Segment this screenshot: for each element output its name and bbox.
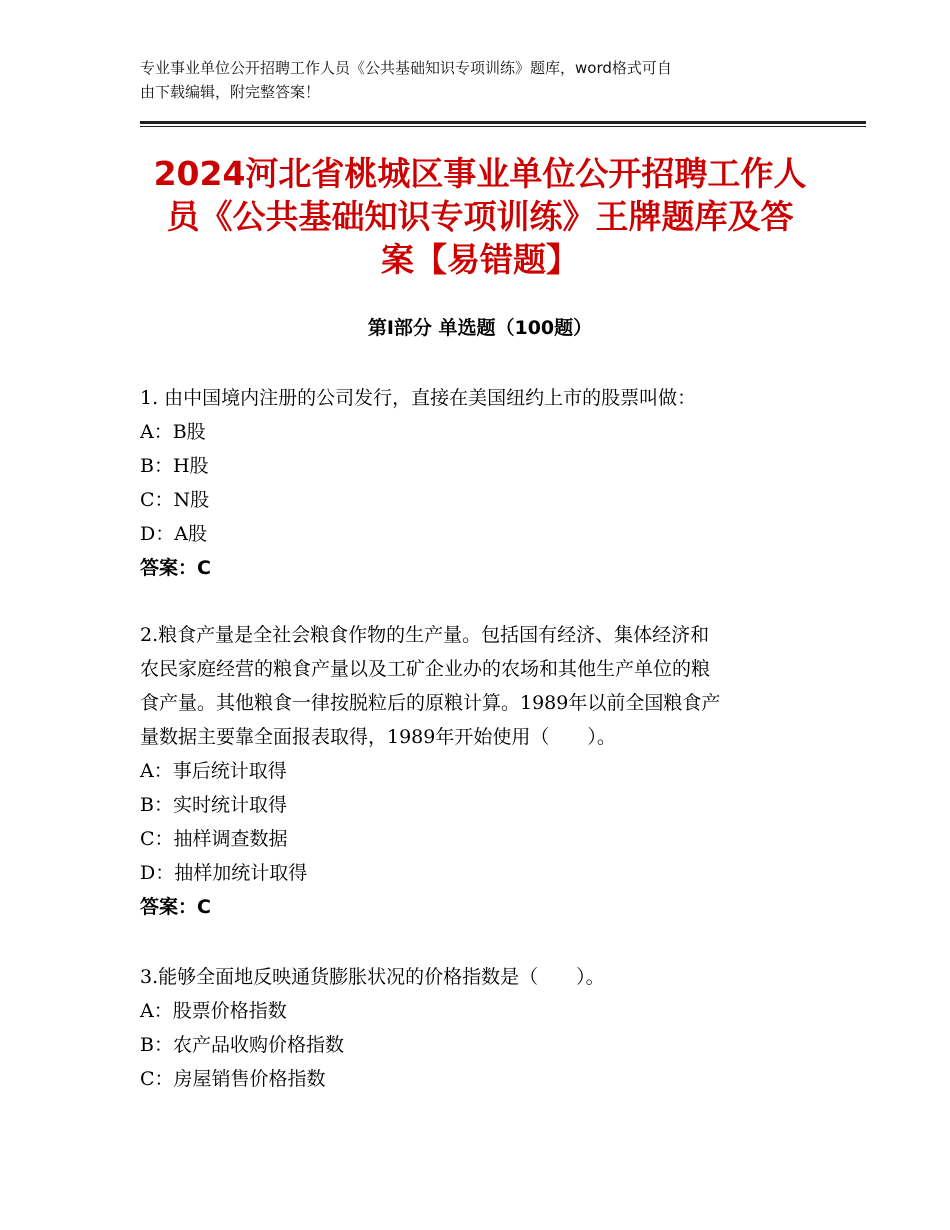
option-a: A：股票价格指数 bbox=[140, 1000, 287, 1022]
question-stem: 2.粮食产量是全社会粮食作物的生产量。包括国有经济、集体经济和 bbox=[140, 624, 710, 646]
title-line: 案【易错题】 bbox=[381, 240, 579, 279]
question-stem: 1. 由中国境内注册的公司发行，直接在美国纽约上市的股票叫做： bbox=[140, 387, 697, 409]
question-1 bbox=[140, 381, 820, 585]
header-note bbox=[140, 56, 820, 104]
option-b: B：农产品收购价格指数 bbox=[140, 1034, 344, 1056]
option-c: C：抽样调查数据 bbox=[140, 828, 288, 850]
option-a: A：事后统计取得 bbox=[140, 760, 287, 782]
question-stem: 量数据主要靠全面报表取得，1989年开始使用（ ）。 bbox=[140, 726, 616, 748]
section-title: 第I部分 单选题（100题） bbox=[367, 317, 593, 339]
question-2 bbox=[140, 618, 820, 924]
header-divider-thin bbox=[140, 126, 866, 127]
header-note-line: 专业事业单位公开招聘工作人员《公共基础知识专项训练》题库，word格式可自 bbox=[140, 59, 672, 77]
title-line: 2024河北省桃城区事业单位公开招聘工作人 bbox=[153, 154, 807, 193]
header-note-line: 由下载编辑，附完整答案！ bbox=[140, 83, 321, 101]
question-stem: 3.能够全面地反映通货膨胀状况的价格指数是（ ）。 bbox=[140, 966, 605, 988]
option-b: B：H股 bbox=[140, 455, 209, 477]
option-d: D：抽样加统计取得 bbox=[140, 862, 308, 884]
header-divider-thick bbox=[140, 121, 866, 124]
question-3 bbox=[140, 960, 820, 1096]
question-stem: 农民家庭经营的粮食产量以及工矿企业办的农场和其他生产单位的粮 bbox=[140, 658, 711, 680]
document-title bbox=[140, 152, 820, 281]
option-d: D：A股 bbox=[140, 523, 207, 545]
answer-label: 答案：C bbox=[140, 896, 211, 918]
option-c: C：N股 bbox=[140, 489, 210, 511]
answer-label: 答案：C bbox=[140, 557, 211, 579]
option-a: A：B股 bbox=[140, 421, 206, 443]
question-stem: 食产量。其他粮食一律按脱粒后的原粮计算。1989年以前全国粮食产 bbox=[140, 692, 721, 714]
title-line: 员《公共基础知识专项训练》王牌题库及答 bbox=[166, 197, 794, 236]
option-c: C：房屋销售价格指数 bbox=[140, 1068, 326, 1090]
option-b: B：实时统计取得 bbox=[140, 794, 287, 816]
